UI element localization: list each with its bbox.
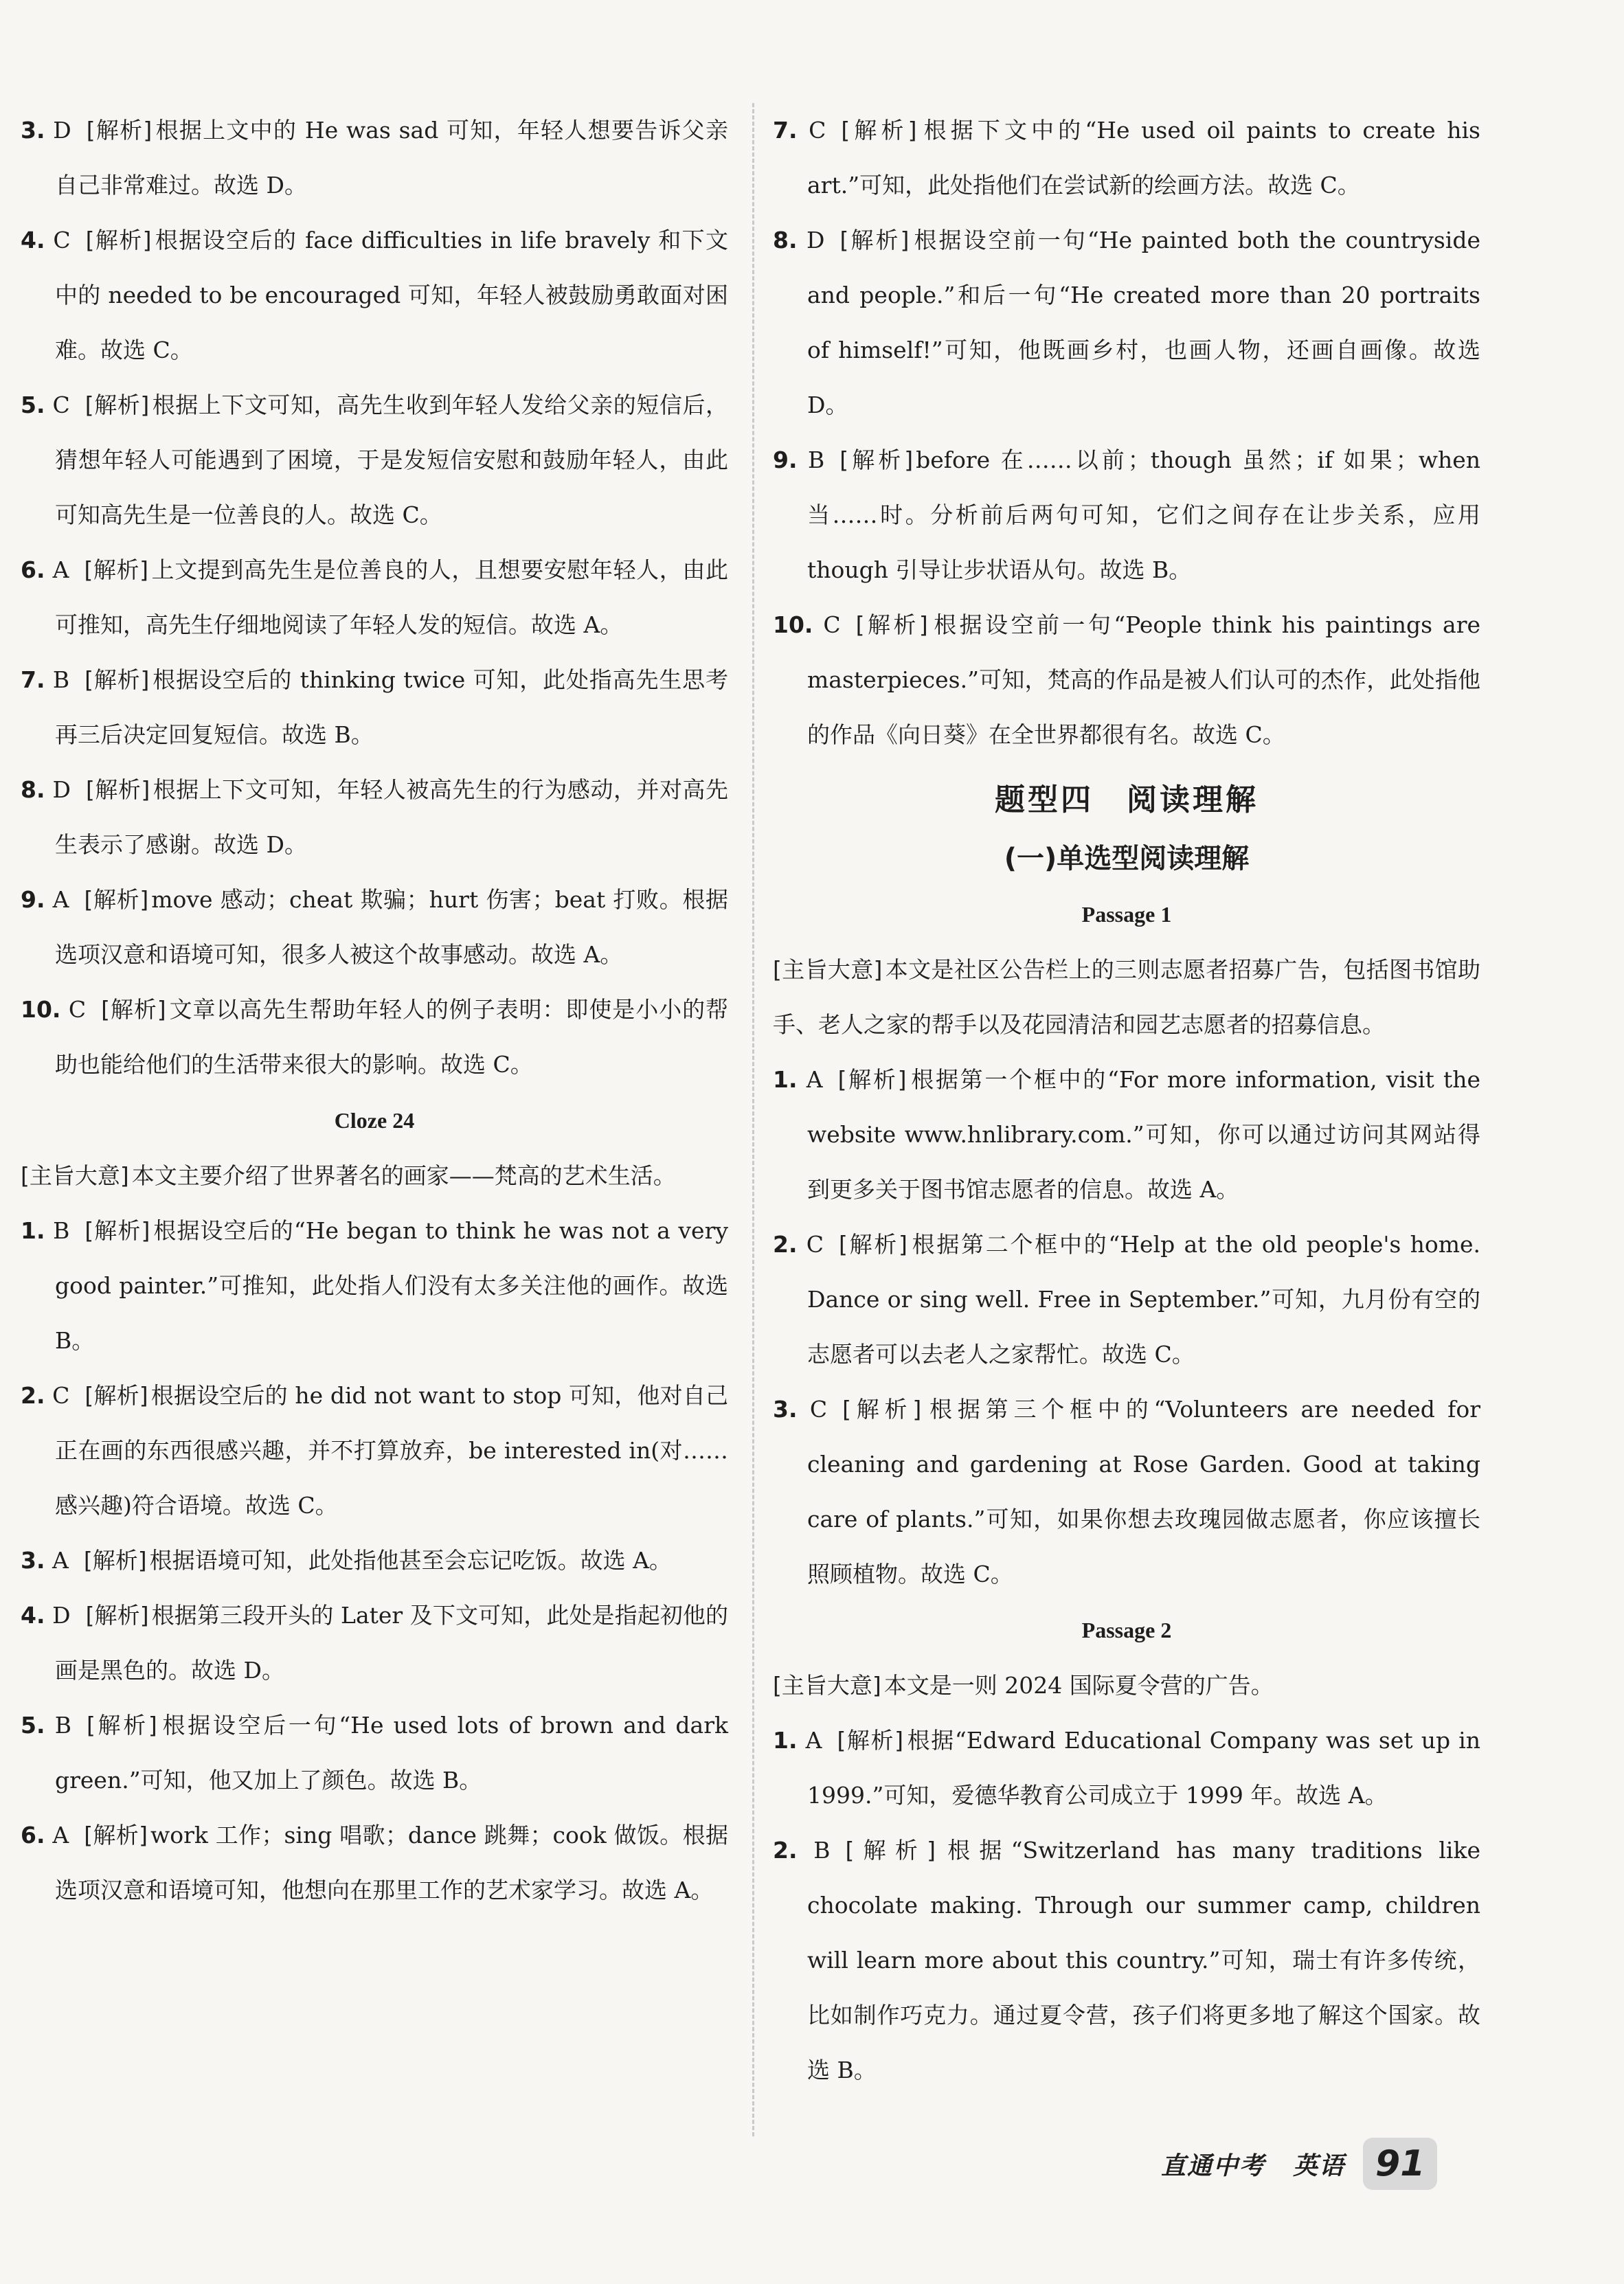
analysis-text: 根据语境可知，此处指他甚至会忘记吃饭。故选 A。 bbox=[149, 1547, 672, 1574]
analysis-text: 根据设空后的 he did not want to stop 可知，他对自己正在画的东西很感兴趣，并不打算放弃，be interested in(对……感兴趣)符合语境。故选 C。 bbox=[55, 1382, 728, 1519]
answer-item bbox=[773, 1713, 1480, 1823]
analysis-tag: [解析] bbox=[85, 227, 152, 253]
analysis-text: work 工作；sing 唱歌；dance 跳舞；cook 做饭。根据选项汉意和语境可知，他想向在那里工作的艺术家学习。故选 A。 bbox=[55, 1822, 729, 1903]
question-number: 7. bbox=[21, 666, 45, 693]
answer-choice: C bbox=[52, 1382, 70, 1409]
answer-choice: D bbox=[53, 117, 71, 144]
answer-choice: A bbox=[806, 1066, 823, 1093]
answer-list bbox=[21, 103, 728, 1092]
book-series: 直通中考 bbox=[1161, 2151, 1266, 2180]
main-idea-text: 本文主要介绍了世界著名的画家——梵高的艺术生活。 bbox=[131, 1162, 676, 1189]
cloze-main-idea bbox=[21, 1149, 728, 1203]
answer-item bbox=[773, 103, 1480, 213]
main-idea-text: 本文是一则 2024 国际夏令营的广告。 bbox=[883, 1672, 1274, 1699]
answer-item bbox=[21, 653, 728, 762]
analysis-tag: [解析] bbox=[85, 776, 150, 803]
passage-title: Passage 2 bbox=[1081, 1618, 1172, 1642]
analysis-tag: [解析] bbox=[84, 556, 148, 583]
passage-main-idea bbox=[773, 942, 1480, 1052]
analysis-text: 根据第三个框中的“Volunteers are needed for cleaning and gardening at Rose Garden. Good at taking care of plants.”可知，如果你想去玫瑰园做志愿者，你应该擅长照顾植物。故选 C。 bbox=[807, 1396, 1481, 1587]
left-column bbox=[21, 103, 728, 1918]
cloze-title: Cloze 24 bbox=[334, 1108, 415, 1133]
analysis-tag: [解析] bbox=[839, 446, 914, 473]
analysis-text: 根据“Switzerland has many traditions like chocolate making. Through our summer camp, children will learn more about this country.”可知，瑞士有许多传统，比如制作巧克力。通过夏令营，孩子们将更多地了解这个国家。故选 B。 bbox=[807, 1837, 1480, 2083]
question-number: 2. bbox=[21, 1382, 45, 1409]
main-idea-text: 本文是社区公告栏上的三则志愿者招募广告，包括图书馆助手、老人之家的帮手以及花园清洁和园艺志愿者的招募信息。 bbox=[773, 956, 1481, 1038]
answer-choice: B bbox=[52, 666, 70, 693]
analysis-tag: [解析] bbox=[84, 1822, 148, 1848]
answer-item bbox=[21, 543, 728, 653]
answer-item bbox=[21, 1203, 728, 1368]
question-number: 6. bbox=[21, 556, 45, 583]
analysis-tag: [解析] bbox=[855, 611, 928, 638]
analysis-tag: [解析] bbox=[84, 1217, 150, 1244]
question-number: 9. bbox=[773, 446, 798, 473]
passage-main-idea bbox=[773, 1658, 1480, 1713]
answer-choice: C bbox=[823, 611, 841, 638]
answer-item bbox=[21, 872, 728, 982]
question-number: 6. bbox=[21, 1822, 45, 1848]
analysis-tag: [解析] bbox=[84, 1382, 148, 1409]
answer-list bbox=[773, 1052, 1480, 1602]
answer-item bbox=[21, 1808, 728, 1918]
answer-item bbox=[773, 598, 1480, 762]
answer-choice: C bbox=[68, 996, 87, 1023]
answer-choice: B bbox=[53, 1217, 70, 1244]
analysis-text: 根据第二个框中的“Help at the old people's home. Dance or sing well. Free in September.”可知，九月份有空的志愿者可以去老人之家帮忙。故选 C。 bbox=[807, 1231, 1481, 1368]
answer-item bbox=[21, 1588, 728, 1698]
answer-item bbox=[21, 103, 728, 213]
right-column bbox=[773, 103, 1480, 2098]
answer-choice: B bbox=[808, 446, 825, 473]
answer-choice: C bbox=[809, 1396, 828, 1423]
analysis-text: 根据上文中的 He was sad 可知，年轻人想要告诉父亲自己非常难过。故选 D。 bbox=[55, 117, 729, 199]
analysis-text: 根据上下文可知，高先生收到年轻人发给父亲的短信后，猜想年轻人可能遇到了困境，于是发短信安慰和鼓励年轻人，由此可知高先生是一位善良的人。故选 C。 bbox=[55, 392, 728, 528]
analysis-tag: [解析] bbox=[101, 996, 166, 1023]
question-number: 1. bbox=[773, 1066, 798, 1093]
answer-choice: D bbox=[807, 227, 825, 253]
answer-choice: A bbox=[805, 1727, 822, 1754]
answer-item bbox=[773, 1052, 1480, 1217]
passage-title: Passage 1 bbox=[1081, 902, 1172, 927]
question-number: 2. bbox=[773, 1231, 798, 1258]
analysis-tag: [解析] bbox=[85, 1602, 149, 1629]
answer-choice: C bbox=[53, 227, 71, 253]
analysis-text: 根据设空后一句“He used lots of brown and dark green.”可知，他又加上了颜色。故选 B。 bbox=[55, 1712, 728, 1794]
answer-choice: B bbox=[813, 1837, 831, 1864]
answer-item bbox=[773, 1823, 1480, 2098]
answer-item bbox=[21, 1368, 728, 1533]
answer-choice: A bbox=[52, 1547, 69, 1574]
analysis-tag: [解析] bbox=[841, 117, 917, 144]
analysis-tag: [解析] bbox=[86, 117, 153, 144]
column-divider bbox=[752, 103, 754, 2136]
analysis-text: 根据“Edward Educational Company was set up in 1999.”可知，爱德华教育公司成立于 1999 年。故选 A。 bbox=[807, 1727, 1480, 1809]
analysis-tag: [解析] bbox=[842, 1396, 922, 1423]
question-number: 5. bbox=[21, 392, 45, 418]
answer-item bbox=[21, 762, 728, 872]
question-number: 7. bbox=[773, 117, 798, 144]
answer-item bbox=[773, 433, 1480, 598]
main-idea-tag: [主旨大意] bbox=[773, 1672, 881, 1699]
answer-list bbox=[21, 1203, 728, 1918]
question-number: 2. bbox=[773, 1837, 798, 1864]
answer-list bbox=[773, 103, 1480, 762]
analysis-text: 上文提到高先生是位善良的人，且想要安慰年轻人，由此可推知，高先生仔细地阅读了年轻人发的短信。故选 A。 bbox=[55, 556, 729, 638]
answer-item bbox=[21, 1698, 728, 1808]
analysis-tag: [解析] bbox=[84, 666, 150, 693]
analysis-tag: [解析] bbox=[84, 392, 150, 418]
analysis-text: 根据第三段开头的 Later 及下文可知，此处是指起初他的画是黑色的。故选 D。 bbox=[55, 1602, 729, 1684]
question-number: 8. bbox=[773, 227, 798, 253]
question-number: 8. bbox=[21, 776, 45, 803]
answer-item bbox=[21, 982, 728, 1092]
section-title: 题型四 阅读理解 bbox=[995, 782, 1259, 817]
answer-item bbox=[21, 1533, 728, 1588]
analysis-tag: [解析] bbox=[837, 1727, 904, 1754]
question-number: 10. bbox=[21, 996, 61, 1023]
question-number: 3. bbox=[21, 1547, 45, 1574]
page-footer bbox=[1161, 2136, 1437, 2191]
question-number: 4. bbox=[21, 1602, 45, 1629]
main-idea-tag: [主旨大意] bbox=[773, 956, 883, 983]
answer-choice: A bbox=[52, 556, 69, 583]
page-number: 91 bbox=[1363, 2138, 1437, 2190]
analysis-text: 根据第一个框中的“For more information, visit the website www.hnlibrary.com.”可知，你可以通过访问其网站得到更多关于图书馆志愿者的信息。故选 A。 bbox=[807, 1066, 1481, 1203]
answer-choice: C bbox=[806, 1231, 824, 1258]
analysis-tag: [解析] bbox=[86, 1712, 157, 1739]
analysis-tag: [解析] bbox=[837, 1066, 907, 1093]
analysis-tag: [解析] bbox=[838, 1231, 907, 1258]
answer-choice: D bbox=[52, 1602, 71, 1629]
analysis-tag: [解析] bbox=[84, 886, 149, 913]
answer-item bbox=[773, 213, 1480, 433]
answer-choice: B bbox=[54, 1712, 71, 1739]
question-number: 1. bbox=[773, 1727, 798, 1754]
question-number: 1. bbox=[21, 1217, 45, 1244]
analysis-tag: [解析] bbox=[839, 227, 910, 253]
question-number: 10. bbox=[773, 611, 813, 638]
analysis-text: 根据设空后的 thinking twice 可知，此处指高先生思考再三后决定回复短信。故选 B。 bbox=[55, 666, 729, 748]
analysis-text: 根据上下文可知，年轻人被高先生的行为感动，并对高先生表示了感谢。故选 D。 bbox=[55, 776, 728, 858]
analysis-text: 根据设空前一句“People think his paintings are masterpieces.”可知，梵高的作品是被人们认可的杰作，此处指他的作品《向日葵》在全世界都很有名。故选 C。 bbox=[807, 611, 1481, 748]
subject-label: 英语 bbox=[1293, 2151, 1346, 2180]
analysis-text: 根据设空后的 face difficulties in life bravely 和下文中的 needed to be encouraged 可知，年轻人被鼓励勇敢面对困难。故选 C。 bbox=[55, 227, 728, 363]
answer-choice: A bbox=[52, 1822, 69, 1848]
answer-item bbox=[773, 1217, 1480, 1382]
main-idea-tag: [主旨大意] bbox=[21, 1162, 129, 1189]
answer-item bbox=[773, 1382, 1480, 1602]
answer-item bbox=[21, 213, 728, 378]
answer-item bbox=[21, 378, 728, 543]
question-number: 4. bbox=[21, 227, 45, 253]
answer-choice: C bbox=[809, 117, 826, 144]
sub-title: (一)单选型阅读理解 bbox=[1004, 843, 1250, 874]
question-number: 9. bbox=[21, 886, 45, 913]
analysis-text: move 感动；cheat 欺骗；hurt 伤害；beat 打败。根据选项汉意和语境可知，很多人被这个故事感动。故选 A。 bbox=[55, 886, 729, 968]
analysis-tag: [解析] bbox=[845, 1837, 936, 1864]
analysis-text: 文章以高先生帮助年轻人的例子表明：即使是小小的帮助也能给他们的生活带来很大的影响。故选 C。 bbox=[55, 996, 728, 1078]
analysis-tag: [解析] bbox=[83, 1547, 147, 1574]
analysis-text: 根据下文中的“He used oil paints to create his art.”可知，此处指他们在尝试新的绘画方法。故选 C。 bbox=[807, 117, 1480, 199]
question-number: 5. bbox=[21, 1712, 45, 1739]
answer-choice: A bbox=[52, 886, 69, 913]
analysis-text: 根据设空后的“He began to think he was not a very good painter.”可推知，此处指人们没有太多关注他的画作。故选 B。 bbox=[55, 1217, 728, 1354]
answer-list bbox=[773, 1713, 1480, 2098]
analysis-text: 根据设空前一句“He painted both the countryside and people.”和后一句“He created more than 20 portraits of himself!”可知，他既画乡村，也画人物，还画自画像。故选 D。 bbox=[807, 227, 1480, 418]
question-number: 3. bbox=[773, 1396, 798, 1423]
answer-choice: C bbox=[52, 392, 70, 418]
analysis-text: before 在……以前；though 虽然；if 如果；when 当……时。分析前后两句可知，它们之间存在让步关系，应用 though 引导让步状语从句。故选 B。 bbox=[807, 446, 1481, 583]
question-number: 3. bbox=[21, 117, 45, 144]
answer-choice: D bbox=[52, 776, 71, 803]
